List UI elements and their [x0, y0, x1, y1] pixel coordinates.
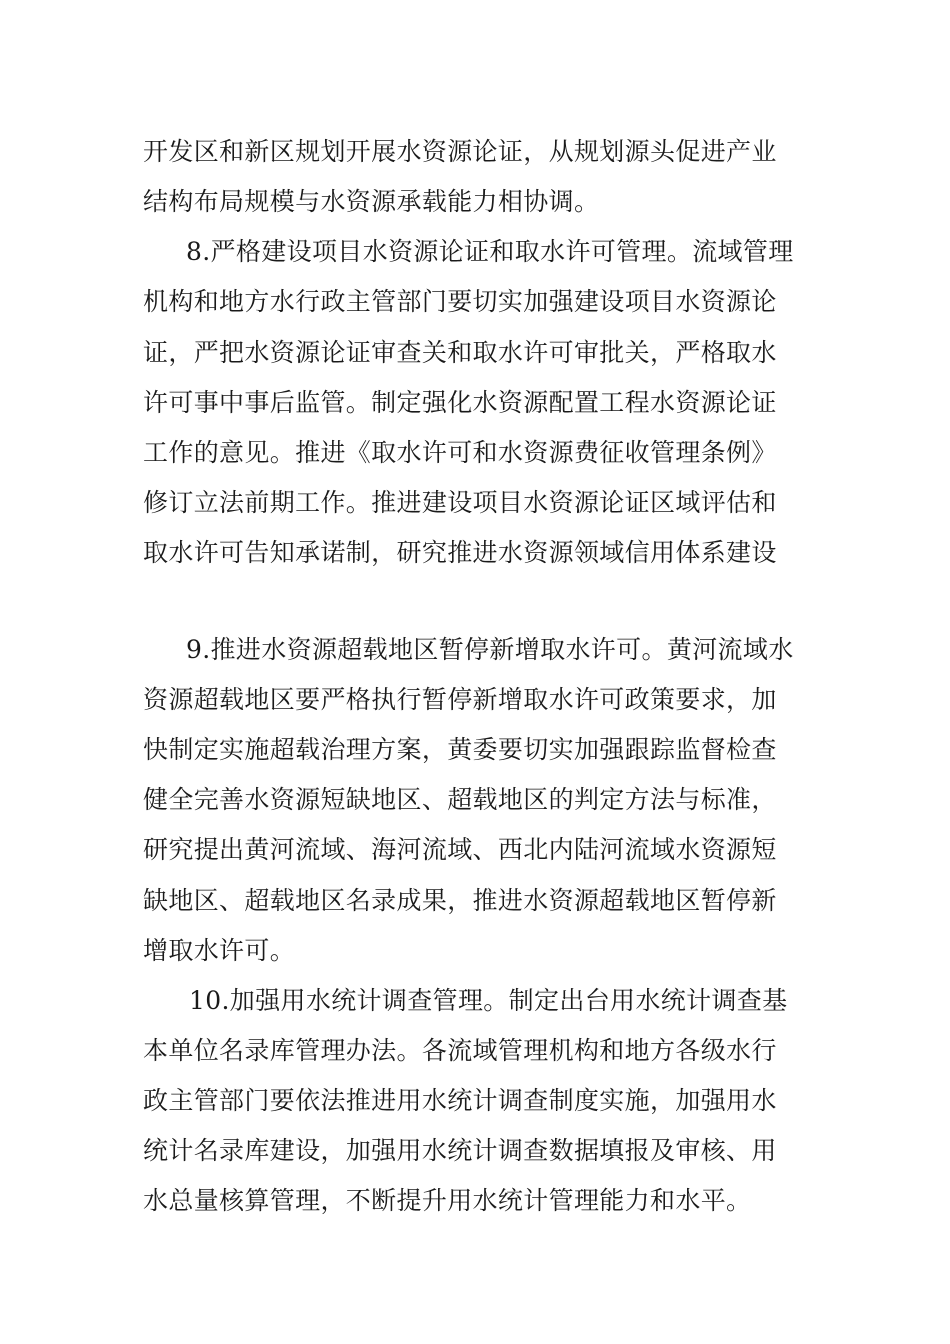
text-line: 取水许可告知承诺制，研究推进水资源领域信用体系建设 — [143, 538, 777, 567]
section-9-heading-line: 9.推进水资源超载地区暂停新增取水许可。黄河流域水 — [186, 635, 794, 664]
text-line: 健全完善水资源短缺地区、超载地区的判定方法与标准， — [143, 785, 777, 814]
section-10-heading-line: 10.加强用水统计调查管理。制定出台用水统计调查基 — [189, 986, 788, 1015]
text-line: 水总量核算管理，不断提升用水统计管理能力和水平。 — [143, 1186, 752, 1215]
text-line: 结构布局规模与水资源承载能力相协调。 — [143, 187, 600, 216]
text-line: 许可事中事后监管。制定强化水资源配置工程水资源论证 — [143, 388, 777, 417]
text-line: 证，严把水资源论证审查关和取水许可审批关，严格取水 — [143, 338, 777, 367]
text-line: 增取水许可。 — [143, 936, 296, 965]
text-line: 政主管部门要依法推进用水统计调查制度实施，加强用水 — [143, 1086, 777, 1115]
text-line: 资源超载地区要严格执行暂停新增取水许可政策要求，加 — [143, 685, 777, 714]
text-line: 机构和地方水行政主管部门要切实加强建设项目水资源论 — [143, 287, 777, 316]
section-8-heading-line: 8.严格建设项目水资源论证和取水许可管理。流域管理 — [186, 237, 794, 266]
text-line: 快制定实施超载治理方案，黄委要切实加强跟踪监督检查 — [143, 735, 777, 764]
text-line: 本单位名录库管理办法。各流域管理机构和地方各级水行 — [143, 1036, 777, 1065]
text-line: 工作的意见。推进《取水许可和水资源费征收管理条例》 — [143, 438, 777, 467]
text-line: 缺地区、超载地区名录成果，推进水资源超载地区暂停新 — [143, 886, 777, 915]
text-line: 修订立法前期工作。推进建设项目水资源论证区域评估和 — [143, 488, 777, 517]
text-line: 研究提出黄河流域、海河流域、西北内陆河流域水资源短 — [143, 835, 777, 864]
text-line: 统计名录库建设，加强用水统计调查数据填报及审核、用 — [143, 1136, 777, 1165]
text-line: 开发区和新区规划开展水资源论证，从规划源头促进产业 — [143, 137, 777, 166]
